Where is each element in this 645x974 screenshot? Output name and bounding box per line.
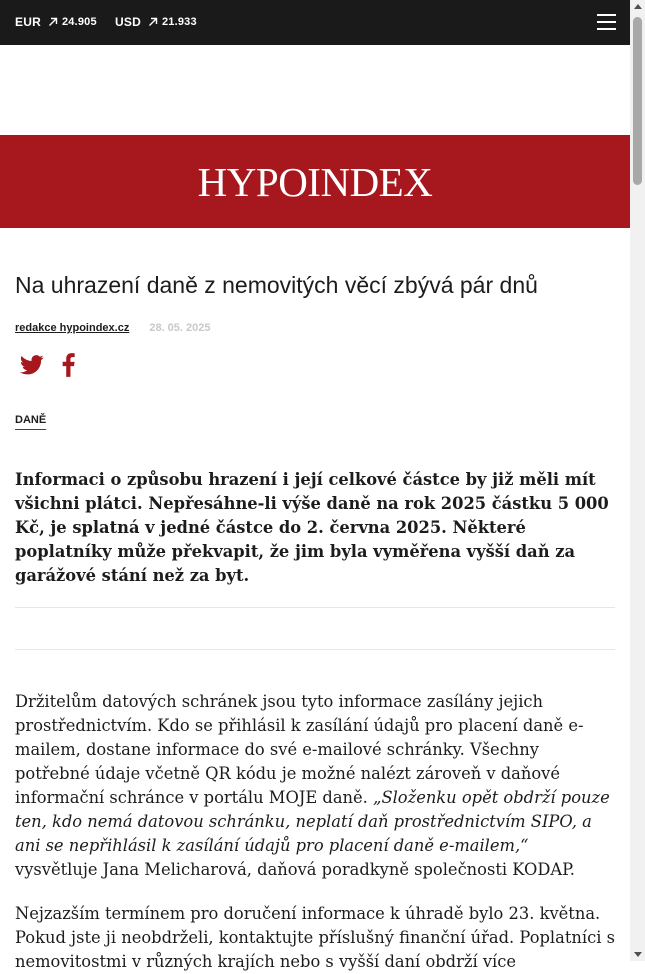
brand-header bbox=[0, 135, 630, 228]
eur-code: EUR bbox=[15, 15, 41, 29]
scrollbar[interactable] bbox=[630, 0, 645, 961]
article-perex: Informaci o způsobu hrazení i její celkové částce by již měli mít všichni plátci. Nepřesáhne-li výše daně na rok 2025 částku 5 000 Kč, je splatná v jedné částce do 2. června 2025. Některé poplatníky může překvapit, že jim byla vyměřena vyšší daň za garážové stání než za byt. bbox=[15, 470, 609, 585]
arrow-up-right-icon bbox=[47, 16, 59, 28]
quote-text: „Složenku opět obdrží pouze ten, kdo nemá datovou schránku, neplatí daň prostřednictvím SIPO, a ani se nepřihlásil k zasílání údajů pro placení daně e-mailem,“ bbox=[15, 788, 610, 855]
scroll-down-arrow-icon[interactable] bbox=[634, 952, 642, 957]
publish-date: 28. 05. 2025 bbox=[149, 322, 211, 334]
divider bbox=[15, 649, 615, 650]
scrollbar-thumb[interactable] bbox=[633, 17, 642, 185]
category-tag[interactable]: DANĚ bbox=[15, 414, 47, 426]
article-paragraph: Nejzazším termínem pro doručení informace k úhradě bylo 23. května. Pokud jste ji neobdrželi, kontaktujte příslušný finanční úřad. Poplatníci s nemovitostmi v různých krajích nebo s vyšší daní obdrží více bbox=[15, 904, 615, 971]
eur-value: 24.905 bbox=[61, 16, 97, 28]
twitter-icon[interactable] bbox=[20, 354, 44, 376]
usd-rate[interactable] bbox=[115, 15, 197, 29]
paragraph-text: Držitelům datových schránek jsou tyto informace zasílány jejich prostřednictvím. Kdo se přihlásil k zasílání údajů pro placení daně e-mailem, dostane informace do své e-mailové schránky. Všechny potřebné údaje včetně QR kódu je možné nalézt zároveň v daňové informační schránce v portálu MOJE daně. bbox=[15, 692, 584, 807]
arrow-up-right-icon bbox=[147, 16, 159, 28]
usd-code: USD bbox=[115, 15, 141, 29]
ad-placeholder bbox=[0, 45, 630, 135]
article-paragraph bbox=[15, 690, 615, 882]
author-link[interactable]: redakce hypoindex.cz bbox=[15, 322, 130, 334]
quote-attribution: vysvětluje Jana Melicharová, daňová poradkyně společnosti KODAP. bbox=[15, 860, 575, 879]
currency-bar bbox=[0, 0, 630, 45]
divider bbox=[15, 607, 615, 608]
hamburger-menu-icon[interactable] bbox=[597, 14, 616, 30]
site-logo[interactable]: HYPOINDEX bbox=[197, 159, 433, 205]
usd-value: 21.933 bbox=[161, 16, 197, 28]
article-title: Na uhrazení daně z nemovitých věcí zbývá pár dnů bbox=[15, 272, 538, 298]
facebook-icon[interactable] bbox=[62, 353, 75, 377]
article-meta bbox=[15, 322, 211, 334]
share-buttons bbox=[20, 353, 75, 377]
eur-rate[interactable] bbox=[15, 15, 97, 29]
scroll-up-arrow-icon[interactable] bbox=[634, 4, 642, 9]
